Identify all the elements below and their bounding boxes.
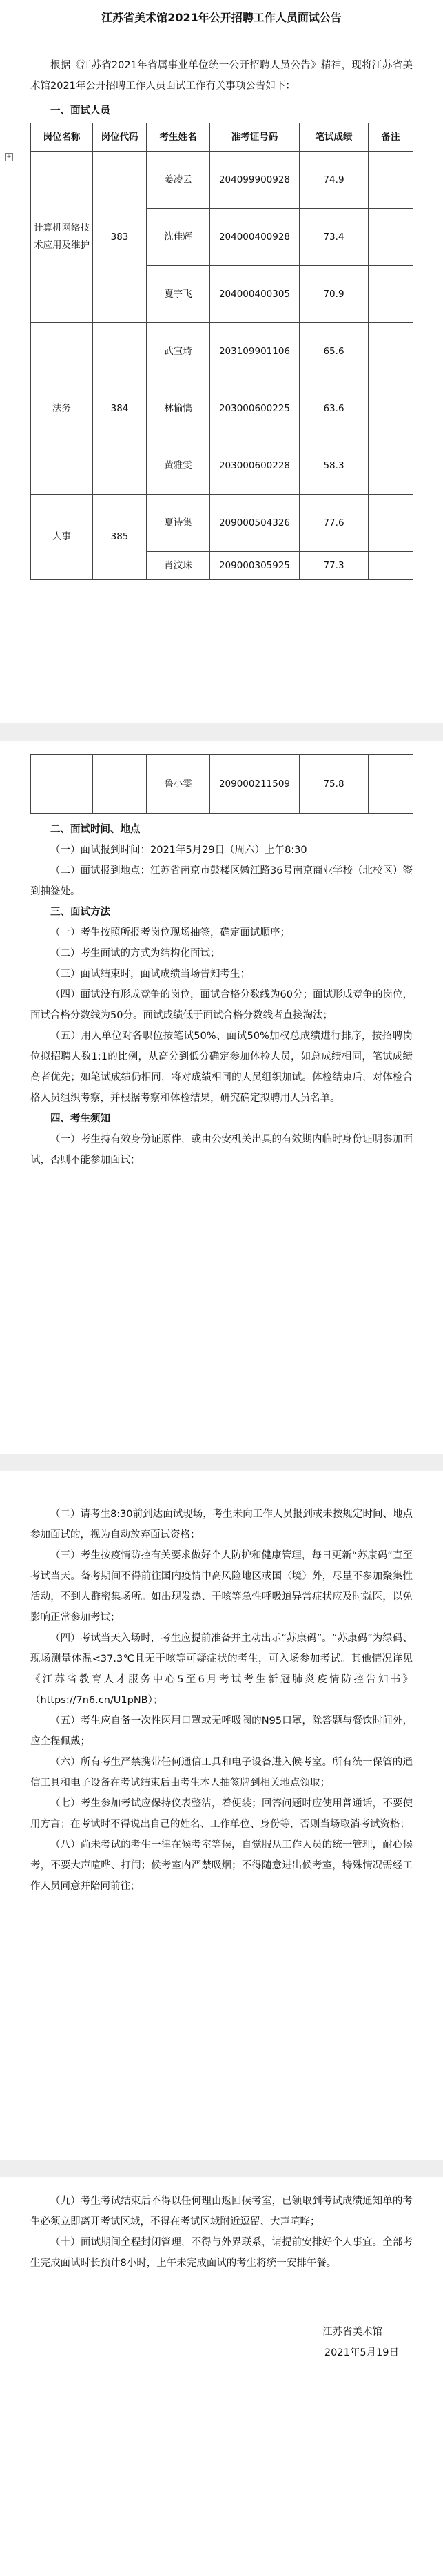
- signature-org: 江苏省美术馆: [322, 2327, 382, 2338]
- table-row: [31, 755, 413, 814]
- notice-8: （八）尚未考试的考生一律在候考室等候，自觉服从工作人员的统一管理，耐心候考，不要大声喧哗、打闹；候考室内严禁吸烟；不得随意进出候考室，特殊情况需经工作人员同意并陪同前往；: [30, 1840, 413, 1892]
- cell-name: 黄雅雯: [147, 437, 210, 495]
- cell-score: 65.6: [300, 323, 369, 380]
- cell-position: 计算机网络技术应用及维护: [31, 152, 93, 323]
- cell-remark: [369, 323, 413, 380]
- cell-remark: [369, 755, 413, 814]
- cell-code: 384: [93, 323, 147, 495]
- cell-exam-id: 209000504326: [210, 495, 300, 552]
- header-name: 考生姓名: [147, 123, 210, 152]
- cell-exam-id: 204000400305: [210, 266, 300, 323]
- header-exam-id: 准考证号码: [210, 123, 300, 152]
- cell-exam-id: 209000211509: [210, 755, 300, 814]
- method-1: （一）考生按照所报考岗位现场抽签，确定面试顺序；: [50, 927, 290, 938]
- notice-1: （一）考生持有效身份证原件，或由公安机关出具的有效期内临时身份证明参加面试，否则不能参加面试；: [30, 1134, 413, 1166]
- page-2: [0, 741, 443, 1454]
- section-heading-4: 四、考生须知: [50, 1113, 110, 1124]
- cell-code: 383: [93, 152, 147, 323]
- cell-score: 75.8: [300, 755, 369, 814]
- cell-exam-id: 203000600225: [210, 380, 300, 437]
- table-row: [31, 323, 413, 380]
- cell-name: 肖汶珠: [147, 552, 210, 580]
- page-gap: [0, 2160, 443, 2177]
- method-5: （五）用人单位对各职位按笔试50%、面试50%加权总成绩进行排序，按招聘岗位拟招聘人数1:1的比例，从高分到低分确定参加体检人员，如总成绩相同，笔试成绩高者优先；如笔试成绩仍相同，将对成绩相同的人员组织加试。体检结束后，对体检合格人员组织考察，并根据考察和体检结果，研究确定拟聘用人员名单。: [30, 1031, 413, 1104]
- table-row: [31, 495, 413, 552]
- candidates-table: [30, 123, 413, 580]
- cell-position: [31, 755, 93, 814]
- cell-exam-id: 209000305925: [210, 552, 300, 580]
- cell-name: 林愉懏: [147, 380, 210, 437]
- notice-5: （五）考生应自备一次性医用口罩或无呼吸阀的N95口罩，除答题与餐饮时间外，应全程佩戴；: [30, 1715, 413, 1747]
- cell-remark: [369, 266, 413, 323]
- page-1: [0, 0, 443, 723]
- cell-remark: [369, 552, 413, 580]
- notice-3: （三）考生按疫情防控有关要求做好个人防护和健康管理，每日更新“苏康码”直至考试当天。备考期间不得前往国内疫情中高风险地区或国（境）外，尽量不参加聚集性活动，不到人群密集场所。如出现发热、干咳等急性呼吸道异常症状应及时就医，以免影响正常参加考试；: [30, 1550, 413, 1623]
- cell-remark: [369, 437, 413, 495]
- cell-score: 77.3: [300, 552, 369, 580]
- cell-name: 武宣琦: [147, 323, 210, 380]
- cell-score: 73.4: [300, 209, 369, 266]
- time-line-1: （一）面试报到时间：2021年5月29日（周六）上午8:30: [50, 845, 307, 856]
- cell-score: 74.9: [300, 152, 369, 209]
- table-header-row: [31, 123, 413, 152]
- cell-score: 70.9: [300, 266, 369, 323]
- header-score: 笔试成绩: [300, 123, 369, 152]
- page-gap: [0, 1454, 443, 1471]
- cell-exam-id: 203000600228: [210, 437, 300, 495]
- page-4: [0, 2177, 443, 2576]
- cell-remark: [369, 380, 413, 437]
- table-move-handle-icon[interactable]: +: [5, 153, 13, 161]
- intro-paragraph: 根据《江苏省2021年省属事业单位统一公开招聘人员公告》精神，现将江苏省美术馆2021年公开招聘工作人员面试工作有关事项公告如下：: [30, 60, 413, 92]
- cell-exam-id: 203109901106: [210, 323, 300, 380]
- section-heading-3: 三、面试方法: [50, 907, 110, 918]
- cell-name: 沈佳辉: [147, 209, 210, 266]
- page-title: 江苏省美术馆2021年公开招聘工作人员面试公告: [101, 11, 342, 24]
- cell-name: 夏宇飞: [147, 266, 210, 323]
- method-3: （三）面试结束时，面试成绩当场告知考生；: [50, 969, 250, 980]
- page-gap: [0, 723, 443, 741]
- cell-score: 77.6: [300, 495, 369, 552]
- method-4: （四）面试没有形成竞争的岗位，面试合格分数线为60分；面试形成竞争的岗位，面试合格分数线为50分。面试成绩低于面试合格分数线者直接淘汰；: [30, 989, 413, 1021]
- notice-2: （二）请考生8:30前到达面试现场，考生未向工作人员报到或未按规定时间、地点参加面试的，视为自动放弃面试资格；: [30, 1509, 413, 1541]
- time-line-2: （二）面试报到地点：江苏省南京市鼓楼区嫩江路36号南京商业学校（北校区）签到抽签处。: [30, 865, 413, 897]
- cell-score: 63.6: [300, 380, 369, 437]
- cell-position: 人事: [31, 495, 93, 580]
- section-heading-1: 一、面试人员: [50, 105, 110, 116]
- cell-name: 鲁小雯: [147, 755, 210, 814]
- cell-name: 夏诗集: [147, 495, 210, 552]
- candidates-table-continued: [30, 754, 413, 814]
- cell-remark: [369, 152, 413, 209]
- cell-name: 姜凌云: [147, 152, 210, 209]
- cell-code: [93, 755, 147, 814]
- notice-6: （六）所有考生严禁携带任何通信工具和电子设备进入候考室。所有统一保管的通信工具和电子设备在考试结束后由考生本人抽签牌到相关地点领取；: [30, 1757, 413, 1789]
- header-remark: 备注: [369, 123, 413, 152]
- section-heading-2: 二、面试时间、地点: [50, 824, 141, 835]
- table-row: [31, 152, 413, 209]
- notice-9: （九）考生考试结束后不得以任何理由返回候考室，已领取到考试成绩通知单的考生必须立即离开考试区域，不得在考试区域附近逗留、大声喧哗；: [30, 2196, 413, 2227]
- cell-position: 法务: [31, 323, 93, 495]
- signature-date: 2021年5月19日: [324, 2347, 399, 2358]
- cell-score: 58.3: [300, 437, 369, 495]
- header-code: 岗位代码: [93, 123, 147, 152]
- method-2: （二）考生面试的方式为结构化面试；: [50, 948, 220, 959]
- cell-remark: [369, 209, 413, 266]
- cell-exam-id: 204000400928: [210, 209, 300, 266]
- cell-exam-id: 204099900928: [210, 152, 300, 209]
- notice-7: （七）考生参加考试应保持仪表整洁，着便装；回答问题时应使用普通话，不要使用方言；在考试时不得说出自己的姓名、工作单位、身份等，否则当场取消考试资格；: [30, 1798, 413, 1830]
- notice-10: （十）面试期间全程封闭管理，不得与外界联系，请提前安排好个人事宜。全部考生完成面试时长预计8小时，上午未完成面试的考生将统一安排午餐。: [30, 2237, 413, 2269]
- notice-4: （四）考试当天入场时，考生应提前准备并主动出示“苏康码”。“苏康码”为绿码、现场测量体温<37.3℃且无干咳等可疑症状的考生，可入场参加考试。其他情况详见《江苏省教育人才服务中心5至6月考试考生新冠肺炎疫情防控告知书》（https://7n6.cn/U1pNB）；: [30, 1633, 413, 1706]
- cell-code: 385: [93, 495, 147, 580]
- header-position: 岗位名称: [31, 123, 93, 152]
- page-3: [0, 1471, 443, 2160]
- cell-remark: [369, 495, 413, 552]
